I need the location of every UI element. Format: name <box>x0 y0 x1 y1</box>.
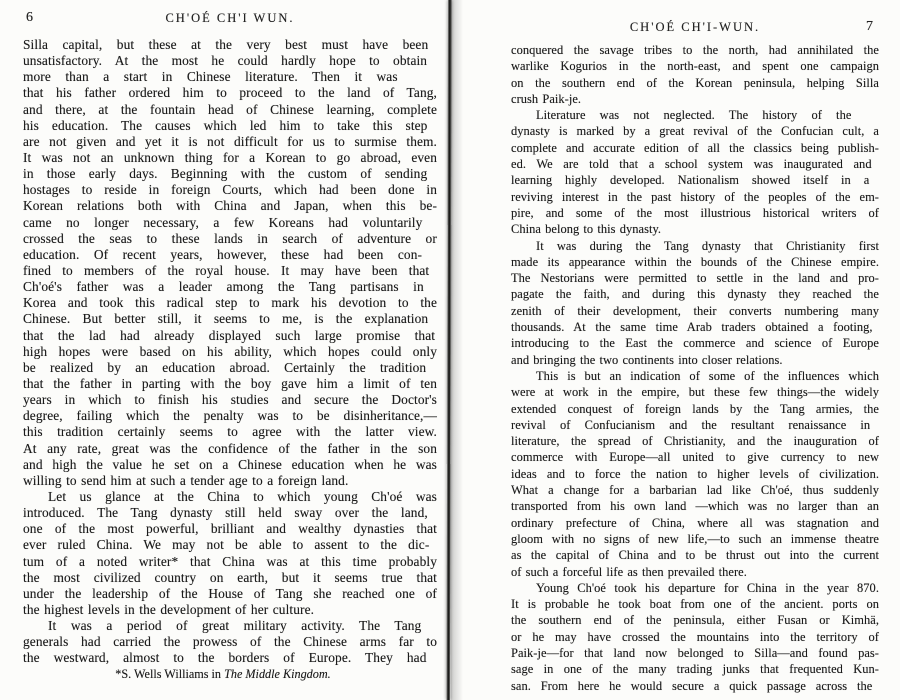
text-line: one of the most powerful, brilliant and wealthy dynasties that <box>23 521 437 537</box>
text-line: of such a forceful life as then prevailed there. <box>511 564 747 579</box>
text-line: that his father ordered him to proceed to the land of Tang, <box>23 85 437 101</box>
text-line: and bringing the two continents into closer relations. <box>511 352 783 367</box>
footnote-text: *S. Wells Williams in <box>115 667 225 681</box>
text-line: ordinary prefecture of China, where all was stagnation and <box>511 515 879 530</box>
text-line: zenith of their development, their converts numbering many <box>511 303 879 318</box>
text-line: as the capital of China and to be thrust out into the current <box>511 548 879 563</box>
text-line: China belong to this dynasty. <box>511 222 662 237</box>
text-line: complete and accurate edition of all the classics being publish- <box>511 140 879 155</box>
text-line: the westward, almost to the borders of Europe. They had <box>23 650 427 666</box>
footnote-book-title: The Middle Kingdom. <box>224 667 331 681</box>
text-line: Let us glance at the China to which young Ch'oé was <box>48 488 437 504</box>
text-line: Paik-je—for that land now belonged to Silla—and found pas- <box>511 645 879 660</box>
text-line: revival of Confucianism and the resultant renaissance in <box>511 417 871 432</box>
text-line: literature, the spread of Christianity, and the inauguration of <box>511 434 879 449</box>
text-line: and there, at the fountain head of Chinese learning, complete <box>23 101 437 117</box>
text-line: extended conquest of foreign lands by the Tang armies, the <box>511 401 879 416</box>
text-line: introducing to the East the commerce and science of Europe <box>511 336 879 351</box>
text-line: thousands. At the same time Arab traders obtained a footing, <box>511 320 873 335</box>
text-line: tum of a noted writer* that China was at this time probably <box>23 553 437 569</box>
text-line: Korea and took this radical step to mark his devotion to the <box>23 295 437 311</box>
text-line: commerce with Europe—all united to give currency to new <box>511 450 879 465</box>
text-line: What a change for a barbarian lad like Ch'oé, thus suddenly <box>511 483 879 498</box>
text-line: the most civilized country on earth, but it seems true that <box>23 569 437 585</box>
footnote <box>23 667 423 682</box>
text-line: more than a start in Chinese literature. Then it was <box>23 69 398 85</box>
text-line: came no longer necessary, a few Koreans had voluntarily <box>23 214 423 230</box>
text-line: Ch'oé's father was a leader among the Tang partisans in <box>23 279 424 295</box>
text-line: It was not an unknown thing for a Korean to go abroad, even <box>23 149 437 165</box>
left-page-number: 6 <box>26 10 33 25</box>
text-line: in those early days. Beginning with the custom of sending <box>23 166 428 182</box>
text-line: are not given and yet it is not difficult for us to surmise them. <box>23 133 437 149</box>
text-line: education. Of recent years, however, these had been con- <box>23 246 423 262</box>
text-line: Korean relations both with China and Japan, when this be- <box>23 198 437 214</box>
text-line: generals had carried the prowess of the Chinese arms far to <box>23 634 437 650</box>
text-line: pagate the faith, and during this dynasty they reached the <box>511 287 879 302</box>
page-gutter-halo <box>451 0 463 700</box>
text-line: that the lad had already displayed such large promise that <box>23 327 436 343</box>
text-line: It was a period of great military activity. The Tang <box>48 618 422 634</box>
text-line: unsatisfactory. At the most he could hardly hope to obtain <box>23 53 428 69</box>
text-line: his education. The causes which led him to take this step <box>23 117 428 133</box>
text-line: fined to members of the royal house. It may have been that <box>23 262 430 278</box>
text-line: Chinese. But better still, it seems to me, is the explanation <box>23 311 429 327</box>
text-line: and high the value he set on a Chinese education when he was <box>23 456 437 472</box>
text-line: under the leadership of the House of Tang she reached one of <box>23 585 437 601</box>
text-line: At any rate, great was the confidence of the father in the son <box>23 440 437 456</box>
text-line: This is but an indication of some of the influences which <box>536 368 879 383</box>
text-line: or he may have crossed the mountains into the territory of <box>511 629 879 644</box>
left-text-column <box>23 37 437 666</box>
right-text-column <box>511 42 879 694</box>
text-line: reviving interest in the past history of the peoples of the em- <box>511 189 879 204</box>
text-line: that the father in parting with the boy gave him a limit of ten <box>23 375 437 391</box>
text-line: crossed the seas to these lands in search of adventure or <box>23 230 437 246</box>
text-line: It was during the Tang dynasty that Christianity first <box>536 238 879 253</box>
text-line: this tradition certainly seems to agree with the latter view. <box>23 424 437 440</box>
text-line: ever ruled China. We may not be able to assent to the dic- <box>23 537 430 553</box>
text-line: degree, failing which the penalty was to be disinheritance,— <box>23 408 437 424</box>
text-line: conquered the savage tribes to the north, had annihilated the <box>511 43 879 57</box>
text-line: san. From here he would secure a quick passage across the <box>511 678 873 693</box>
text-line: on the southern end of the Korean peninsula, helping Silla <box>511 75 879 90</box>
text-line: Silla capital, but these at the very best must have been <box>23 37 429 52</box>
text-line: Literature was not neglected. The history of the <box>536 108 852 123</box>
text-line: the highest levels in the development of her culture. <box>23 601 315 617</box>
text-line: pire, and some of the most illustrious historical writers of <box>511 205 879 220</box>
text-line: warlike Kogurios in the north-east, and spent one campaign <box>511 59 879 74</box>
text-line: crush Paik-je. <box>511 91 582 106</box>
text-line: dynasty is marked by a great revival of the Confucian cult, a <box>511 124 879 139</box>
text-line: be realized by an education abroad. Certainly the tradition <box>23 359 427 375</box>
text-line: were at work in the empire, but these few things—the widely <box>511 385 879 400</box>
text-line: hostages to reside in foreign Courts, which had been done in <box>23 182 437 198</box>
text-line: transported from his own land —which was no larger than an <box>511 499 879 514</box>
right-running-title: CH'OÉ CH'I-WUN. <box>629 20 761 34</box>
text-line: made its appearance within the bounds of the Chinese empire. <box>511 254 879 269</box>
text-line: years in which to finish his studies and secure the Doctor's <box>23 392 437 408</box>
text-line: gloom with no signs of new life,—to such an immense theatre <box>511 531 879 546</box>
text-line: learning highly developed. Nationalism showed itself in a <box>511 173 870 188</box>
text-line: the southern end of the peninsula, either Fusan or Kimhä, <box>511 613 879 628</box>
left-running-title: CH'OÉ CH'I WUN. <box>165 11 295 25</box>
text-line: It is probable he took boat from one of the ancient. ports on <box>511 597 879 612</box>
text-line: high hopes were based on his ability, which hopes could only <box>23 343 437 359</box>
text-line: willing to send him at such a tender age to a foreign land. <box>23 472 349 488</box>
text-line: The Nestorians were permitted to settle in the land and pro- <box>511 271 879 286</box>
right-page-number: 7 <box>866 19 873 34</box>
text-line: Young Ch'oé took his departure for China in the year 870. <box>536 580 879 595</box>
text-line: ideas and to force the nation to higher levels of civilization. <box>511 466 879 481</box>
text-line: introduced. The Tang dynasty still held sway over the land, <box>23 505 428 521</box>
text-line: ed. We are told that a school system was inaugurated and <box>511 157 872 172</box>
text-line: sage in one of the many trading junks that frequented Kun- <box>511 662 879 677</box>
